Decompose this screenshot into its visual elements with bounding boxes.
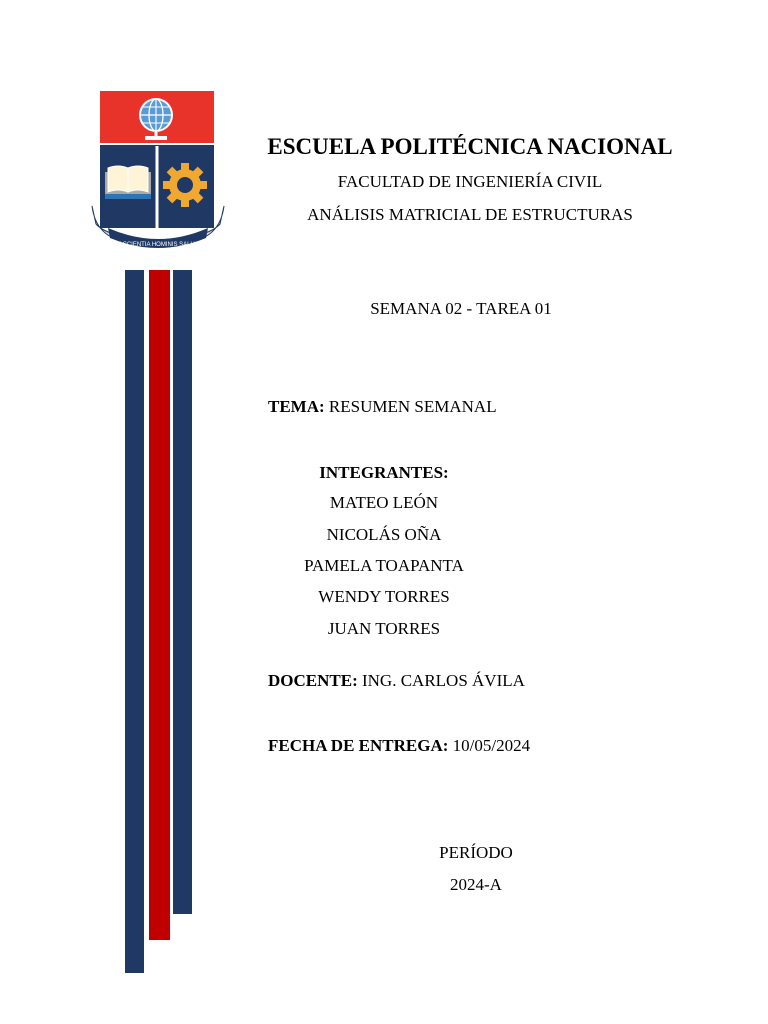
due-date-label: FECHA DE ENTREGA: (268, 736, 449, 755)
member-name: MATEO LEÓN (329, 493, 439, 512)
member-name: WENDY TORRES (318, 587, 450, 606)
institution-name: ESCUELA POLITÉCNICA NACIONAL (267, 134, 673, 159)
due-date-line (268, 736, 530, 756)
member-name: JUAN TORRES (327, 619, 441, 638)
subject-name: ANÁLISIS MATRICIAL DE ESTRUCTURAS (307, 205, 633, 224)
member-name: NICOLÁS OÑA (326, 525, 442, 544)
members-heading: INTEGRANTES: (319, 463, 449, 482)
teacher-line (268, 671, 525, 691)
decorative-bar-navy-left (125, 270, 144, 973)
member-name: PAMELA TOAPANTA (304, 556, 464, 575)
logo-motto: E SCIENTIA HOMINIS SALUS (117, 242, 199, 248)
topic-label: TEMA: (268, 397, 325, 416)
faculty-name: FACULTAD DE INGENIERÍA CIVIL (337, 172, 603, 191)
decorative-bar-red (149, 270, 170, 940)
institution-logo (88, 88, 228, 260)
teacher-label: DOCENTE: (268, 671, 358, 690)
gear-icon (163, 163, 207, 207)
period-value: 2024-A (450, 875, 502, 894)
teacher-value: ING. CARLOS ÁVILA (361, 671, 525, 690)
due-date-value: 10/05/2024 (452, 736, 531, 755)
assignment-title: SEMANA 02 - TAREA 01 (370, 299, 552, 318)
book-icon (105, 166, 151, 199)
period-label: PERÍODO (439, 843, 513, 862)
topic-line (268, 397, 497, 417)
decorative-bar-navy-right (173, 270, 192, 914)
topic-value: RESUMEN SEMANAL (328, 397, 497, 416)
